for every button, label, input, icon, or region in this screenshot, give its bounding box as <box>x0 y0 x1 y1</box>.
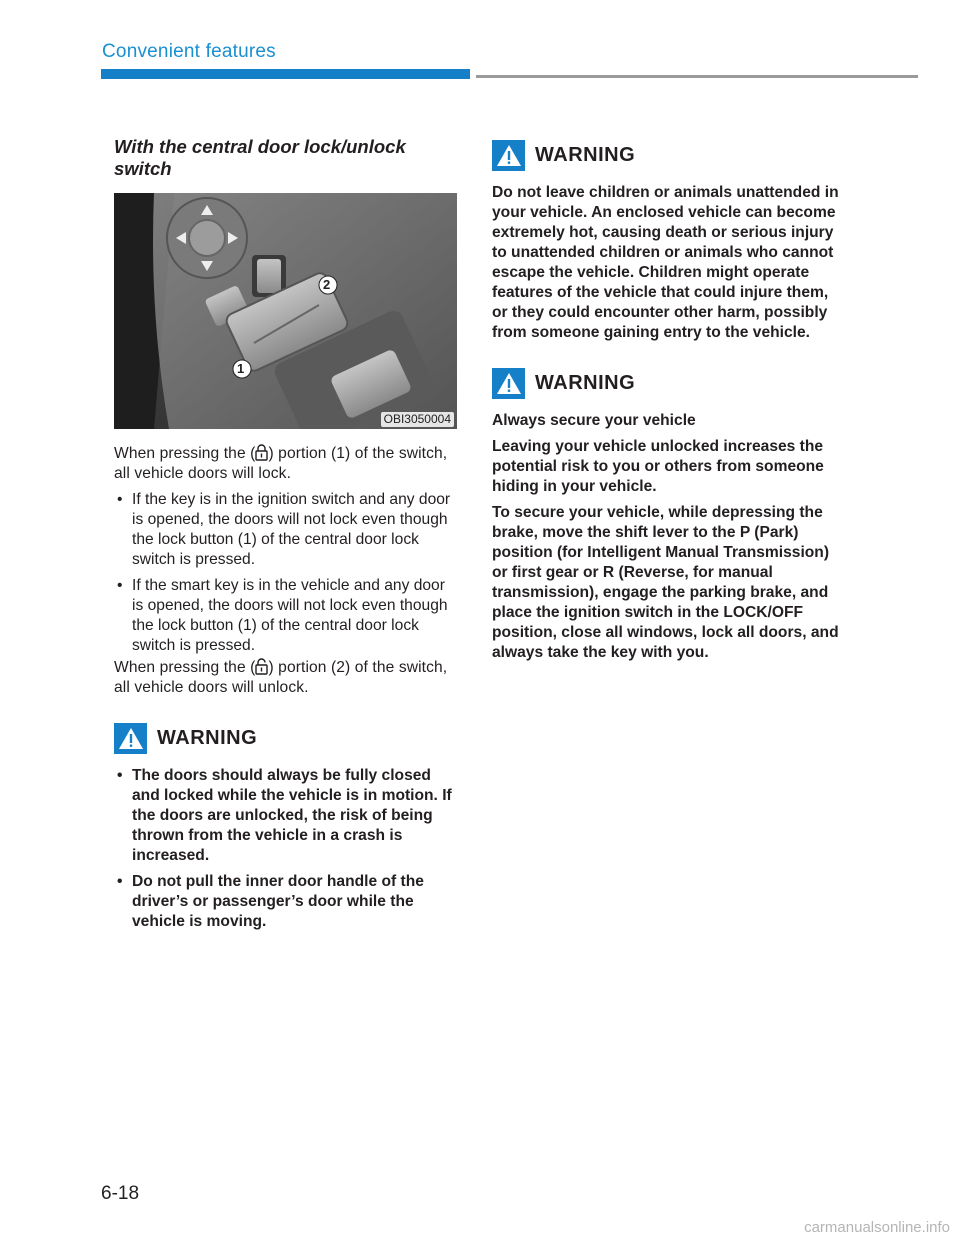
warning-text-children: Do not leave children or animals unattended in your vehicle. An enclosed vehicle can become extremely hot, causing death or serious injury to unattended children or animals who cannot escape the vehicle. Children might operate features of the vehicle that could injure them, or they could encounter other harm, possibly from someone gaining entry to the vehicle. <box>492 184 839 341</box>
right-column <box>492 140 842 669</box>
warning-label: WARNING <box>535 372 636 394</box>
lock-paragraph-post: ) portion (1) of the switch, all vehicle doors will lock. <box>114 445 448 482</box>
photo-code: OBI3050004 <box>381 412 454 427</box>
list-item: • If the key is in the ignition switch and any door is opened, the doors will not lock even though the lock button (1) of the central door lock switch is pressed. <box>114 490 460 570</box>
watermark: carmanualsonline.info <box>804 1219 950 1236</box>
warning-heading <box>492 368 842 399</box>
list-item: • The doors should always be fully closed and locked while the vehicle is in motion. If the doors are unlocked, the risk of being thrown from the vehicle in a crash is increased. <box>114 766 460 866</box>
warning-subheading: Always secure your vehicle <box>492 412 696 429</box>
unlock-icon <box>255 658 268 675</box>
warning-text-unlocked: Leaving your vehicle unlocked increases the potential risk to you or others from someone hiding in your vehicle. <box>492 438 824 495</box>
section-title: With the central door lock/unlock switch <box>114 136 406 179</box>
warning-label: WARNING <box>157 727 258 749</box>
unlock-paragraph-post: ) portion (2) of the switch, all vehicle doors will unlock. <box>114 659 448 696</box>
callout-2: 2 <box>323 277 331 292</box>
unlock-paragraph <box>114 658 460 698</box>
warning-triangle-icon <box>492 368 525 399</box>
warning-triangle-icon <box>492 140 525 171</box>
warning-heading <box>114 723 460 754</box>
lock-paragraph <box>114 444 460 484</box>
callout-1: 1 <box>237 361 245 376</box>
left-column <box>114 136 460 938</box>
warning-text-secure: To secure your vehicle, while depressing the brake, move the shift lever to the P (Park) position (for Intelligent Manual Transmission) or first gear or R (Reverse, for manual transmission), engage the parking brake, and place the ignition switch in the LOCK/OFF position, close all windows, lock all doors, and always take the key with you. <box>492 504 839 661</box>
list-item: • If the smart key is in the vehicle and any door is opened, the doors will not lock even though the lock button (1) of the central door lock switch is pressed. <box>114 576 460 656</box>
door-switch-photo <box>114 193 457 429</box>
header-rule-grey <box>476 75 918 78</box>
page-number: 6-18 <box>101 1183 140 1204</box>
lock-icon <box>255 444 268 461</box>
door-switch-illustration <box>114 193 457 429</box>
header-rule-accent <box>101 69 470 79</box>
warning-heading <box>492 140 842 171</box>
lock-notes-list <box>114 490 460 656</box>
warning-triangle-icon <box>114 723 147 754</box>
unlock-paragraph-pre: When pressing the ( <box>114 659 256 676</box>
warning-list <box>114 766 460 932</box>
section-header-title: Convenient features <box>102 41 276 62</box>
list-item: • Do not pull the inner door handle of the driver’s or passenger’s door while the vehicle is moving. <box>114 872 460 932</box>
lock-paragraph-pre: When pressing the ( <box>114 445 256 462</box>
warning-label: WARNING <box>535 144 636 166</box>
